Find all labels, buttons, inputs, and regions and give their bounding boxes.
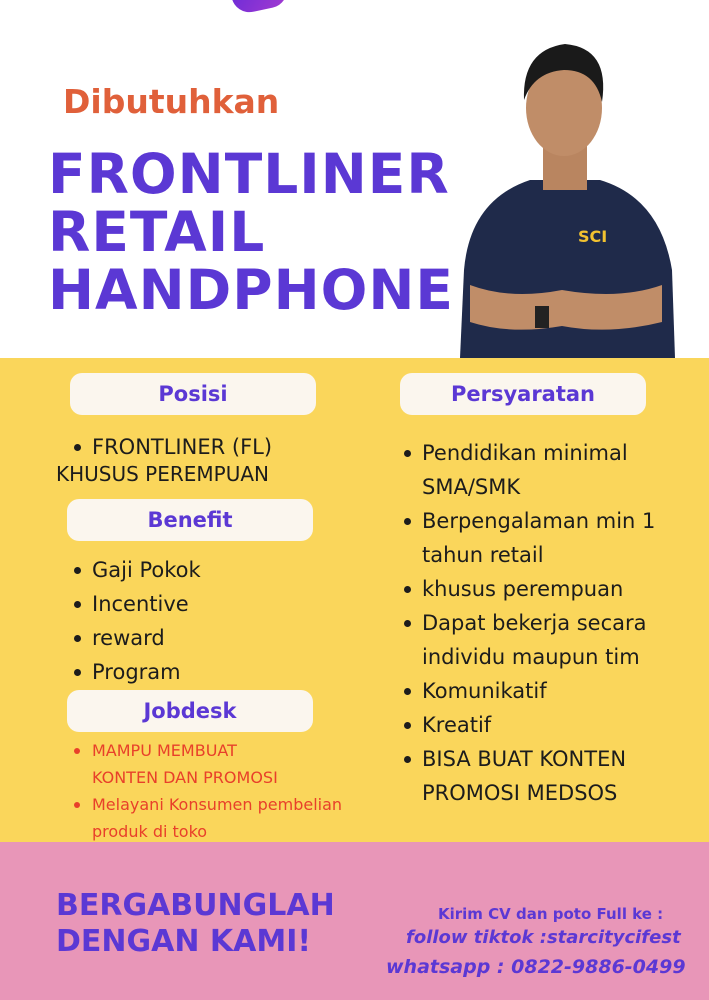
jobdesk-heading: Jobdesk [67,690,313,732]
list-item: Berpengalaman min 1 tahun retail [400,504,655,572]
list-item: Dapat bekerja secara individu maupun tim [400,606,655,674]
list-item: khusus perempuan [400,572,655,606]
list-item: Melayani Konsumen pembelian produk di toko [70,791,342,845]
brand-logo-shape [230,0,291,16]
persyaratan-list [400,436,655,810]
posisi-heading: Posisi [70,373,316,415]
list-item: Program [70,655,201,689]
list-item: BISA BUAT KONTEN PROMOSI MEDSOS [400,742,655,810]
tiktok-text: follow tiktok :starcitycifest [406,927,681,948]
title-line: HANDPHONE [48,258,454,322]
job-title [48,142,454,322]
persyaratan-heading: Persyaratan [400,373,646,415]
posisi-list [70,430,272,464]
title-line: FRONTLINER [48,142,450,206]
title-line: RETAIL [48,200,266,264]
benefit-heading: Benefit [67,499,313,541]
whatsapp-text: whatsapp : 0822-9886-0499 [386,956,686,978]
list-item: reward [70,621,201,655]
posisi-note: KHUSUS PEREMPUAN [56,462,270,486]
list-item: FRONTLINER (FL) [70,430,272,464]
list-item: Pendidikan minimal SMA/SMK [400,436,655,504]
list-item: Komunikatif [400,674,655,708]
list-item: MAMPU MEMBUAT KONTEN DAN PROMOSI [70,737,342,791]
eyebrow-text: Dibutuhkan [63,82,280,121]
list-item: Kreatif [400,708,655,742]
benefit-list [70,553,201,689]
jobdesk-list [70,737,342,845]
person-photo [450,30,680,358]
list-item: Incentive [70,587,201,621]
join-us-text: BERGABUNGLAH DENGAN KAMI! [56,888,335,959]
header-section [0,0,709,358]
list-item: Gaji Pokok [70,553,201,587]
shirt-logo-text: SCI [578,227,608,246]
send-cv-text: Kirim CV dan poto Full ke : [438,905,664,923]
